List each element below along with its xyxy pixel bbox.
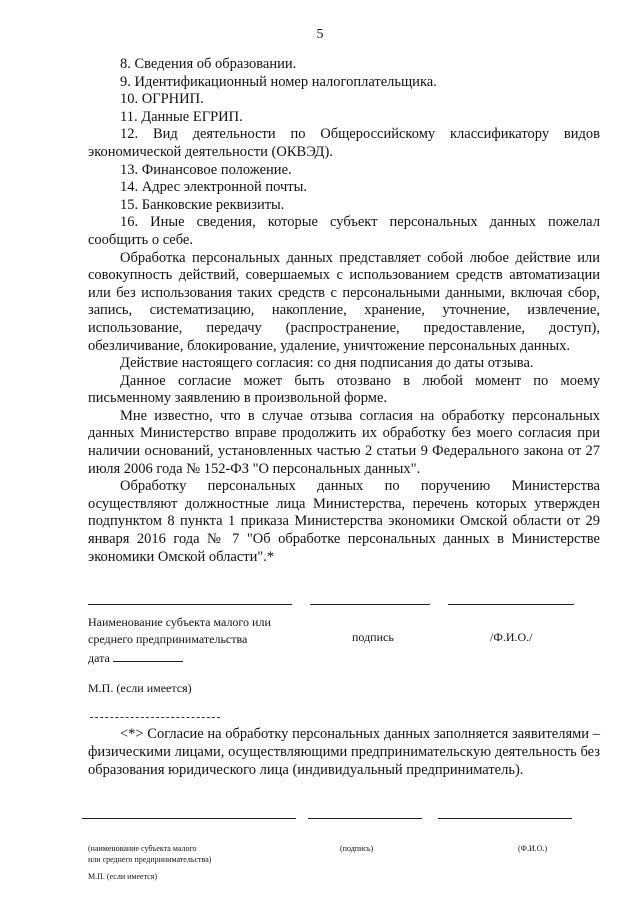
page-number: 5 [316, 27, 324, 42]
bottom-subject-label: (наименование субъекта малого или среднего предпринимательства) [88, 844, 212, 864]
stamp-label: М.П. (если имеется) [88, 681, 192, 695]
subject-label: Наименование субъекта малого или среднего предпринимательства [88, 615, 271, 646]
footnote-separator [90, 717, 220, 718]
list-item: 11. Данные ЕГРИП. [120, 108, 243, 125]
list-item: 13. Финансовое положение. [120, 161, 292, 178]
bottom-signature-line[interactable] [308, 818, 422, 819]
paragraph: Мне известно, что в случае отзыва согласия на обработку персональных данных Министерство вправе продолжить их обработку без моего согласия при наличии оснований, установленных частью 2 статьи 9 Федерального закона от 27 июля 2006 года № 152-ФЗ "О персональных данных". [88, 407, 600, 477]
bottom-stamp-label: М.П. (если имеется) [88, 872, 158, 881]
fio-line[interactable] [448, 604, 574, 605]
paragraph: Действие настоящего согласия: со дня подписания до даты отзыва. [120, 355, 534, 372]
fio-label: /Ф.И.О./ [490, 630, 533, 644]
list-item: 12. Вид деятельности по Общероссийскому классификатору видов экономической деятельности (ОКВЭД). [88, 126, 600, 160]
list-item: 10. ОГРНИП. [120, 91, 204, 108]
paragraph: Обработка персональных данных представляет собой любое действие или совокупность действий, совершаемых с использованием средств автоматизации или без использования таких средств с персональными данными, включая сбор, запись, систематизацию, накопление, хранение, уточнение, извлечение, использование, передачу (распространение, предоставление, доступ), обезличивание, блокирование, удаление, уничтожение персональных данных. [88, 249, 600, 354]
list-item: 15. Банковские реквизиты. [120, 196, 285, 213]
date-label: дата [88, 651, 110, 665]
bottom-subject-line[interactable] [82, 818, 296, 819]
date-field [88, 651, 183, 666]
bottom-fio-line[interactable] [438, 818, 572, 819]
footnote-text: <*> Согласие на обработку персональных данных заполняется заявителями – физическими лицами, осуществляющими предпринимательскую деятельность без образования юридического лица (индивидуальный предприниматель). [88, 726, 600, 778]
bottom-signature-label: (подпись) [340, 844, 374, 853]
subject-signature-line[interactable] [88, 604, 292, 605]
bottom-fio-label: (Ф.И.О.) [518, 844, 548, 853]
signature-line[interactable] [310, 604, 430, 605]
date-input-line[interactable] [113, 651, 183, 662]
paragraph: Обработку персональных данных по поручению Министерства осуществляют должностные лица Министерства, перечень которых утвержден подпунктом 8 пункта 1 приказа Министерства экономики Омской области от 29 января 2016 года № 7 "Об обработке персональных данных в Министерстве экономики Омской области".* [88, 478, 600, 565]
list-item: 8. Сведения об образовании. [120, 56, 297, 72]
list-item: 9. Идентификационный номер налогоплательщика. [120, 73, 437, 90]
document-body [88, 56, 600, 566]
list-item: 16. Иные сведения, которые субъект персональных данных пожелал сообщить о себе. [88, 214, 600, 248]
list-item: 14. Адрес электронной почты. [120, 179, 307, 196]
signature-label: подпись [352, 630, 394, 644]
paragraph: Данное согласие может быть отозвано в любой момент по моему письменному заявлению в произвольной форме. [88, 372, 600, 407]
